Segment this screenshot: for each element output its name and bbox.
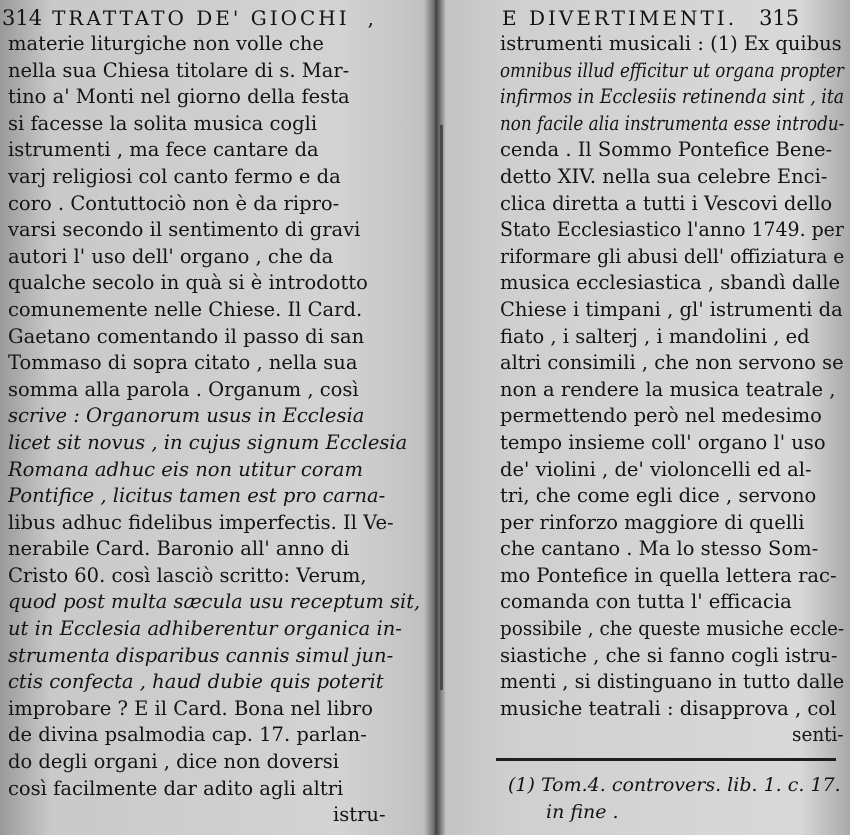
catchword: istru-	[333, 803, 386, 827]
text-line: detto XIV. nella sua celebre Enci-	[500, 164, 828, 188]
text-line: do degli organi , dice non doversi	[8, 750, 339, 774]
text-line: comanda con tutta l' efficacia	[500, 590, 792, 614]
text-line: Chiese i timpani , gl' istrumenti da	[500, 297, 843, 321]
text-line: qualche secolo in quà si è introdotto	[8, 271, 368, 295]
text-line: Pontifice , licitus tamen est pro carna-	[8, 484, 386, 508]
right-page-text	[500, 31, 850, 749]
text-line: altri consimili , che non servono se	[500, 351, 844, 375]
text-line: Cristo 60. così lasciò scritto: Verum,	[8, 563, 367, 587]
text-line: tempo insieme coll' organo l' uso	[500, 430, 826, 454]
text-line: riformare gli abusi dell' offiziatura e	[500, 244, 845, 268]
catchword: senti-	[792, 723, 844, 747]
text-line: Stato Ecclesiastico l'anno 1749. per	[500, 218, 844, 242]
text-line: permettendo però nel medesimo	[500, 404, 822, 428]
left-page-text	[8, 31, 423, 829]
text-line: coro . Contuttociò non è da ripro-	[8, 191, 340, 215]
left-running-punct: ,	[367, 6, 378, 30]
text-line: somma alla parola . Organum , così	[8, 377, 359, 401]
footnote-line: in fine .	[546, 800, 619, 823]
text-line: Tommaso di sopra citato , nella sua	[8, 351, 358, 375]
text-line: varsi secondo il sentimento di gravi	[8, 218, 361, 242]
text-line: fiato , i salterj , i mandolini , ed	[500, 324, 810, 348]
text-line: omnibus illud efficitur ut organa propter	[500, 58, 844, 82]
text-line: Romana adhuc eis non utitur coram	[8, 457, 363, 481]
text-line: tino a' Monti nel giorno della festa	[8, 85, 350, 109]
text-line: musica ecclesiastica , sbandì dalle	[500, 271, 841, 295]
text-line: menti , si distinguano in tutto dalle	[500, 670, 845, 694]
text-line: quod post multa sæcula usu receptum sit,	[8, 590, 421, 614]
footnote-line: (1) Tom.4. controvers. lib. 1. c. 17.	[508, 774, 841, 796]
left-running-head	[2, 6, 377, 32]
text-line: varj religiosi col canto fermo e da	[8, 164, 341, 188]
text-line: licet sit novus , in cujus signum Ecclesia	[8, 430, 408, 454]
text-line: nerabile Card. Baronio all' anno di	[8, 537, 350, 561]
text-line: istrumenti , ma fece cantare da	[8, 138, 319, 162]
text-line: mo Pontefice in quella lettera rac-	[500, 563, 837, 587]
text-line: non a rendere la musica teatrale ,	[500, 377, 836, 401]
right-page	[438, 0, 850, 835]
text-line: istrumenti musicali : (1) Ex quibus	[500, 32, 842, 55]
text-line: libus adhuc fidelibus imperfectis. Il Ve-	[8, 510, 394, 534]
text-line: per rinforzo maggiore di quelli	[500, 510, 805, 534]
left-running-title: TRATTATO DE' GIOCHI	[52, 6, 350, 30]
right-running-title: E DIVERTIMENTI.	[502, 6, 738, 30]
right-page-number: 315	[759, 6, 800, 30]
text-line: si facesse la solita musica cogli	[8, 111, 318, 135]
text-line: ut in Ecclesia adhiberentur organica in-	[8, 617, 402, 641]
text-line: non facile alia instrumenta esse introdu-	[500, 111, 845, 135]
text-line: comunemente nelle Chiese. Il Card.	[8, 297, 363, 321]
text-line: nella sua Chiesa titolare di s. Mar-	[8, 58, 350, 82]
text-line: che cantano . Ma lo stesso Som-	[500, 537, 819, 561]
text-line: tri, che come egli dice , servono	[500, 484, 817, 508]
text-line: cenda . Il Sommo Pontefice Bene-	[500, 138, 833, 162]
text-line: infirmos in Ecclesiis retinenda sint , ita	[500, 85, 845, 109]
text-line: possibile , che queste musiche eccle-	[500, 617, 845, 641]
footnote-rule	[496, 758, 836, 761]
text-line: strumenta disparibus cannis simul jun-	[8, 643, 394, 667]
text-line: ctis confecta , haud dubie quis poterit	[8, 670, 384, 694]
text-line: Gaetano comentando il passo di san	[8, 324, 365, 348]
text-line: autori l' uso dell' organo , che da	[8, 244, 334, 268]
text-line: clica diretta a tutti i Vescovi dello	[500, 191, 833, 215]
text-line: musiche teatrali : disapprova , col	[500, 696, 837, 720]
text-line: de' violini , de' violoncelli ed al-	[500, 457, 812, 481]
right-running-head	[502, 6, 799, 32]
text-line: improbare ? E il Card. Bona nel libro	[8, 696, 373, 720]
text-line: così facilmente dar adito agli altri	[8, 776, 344, 800]
text-line: scrive : Organorum usus in Ecclesia	[8, 404, 365, 428]
footnote	[508, 772, 841, 825]
left-page-number: 314	[2, 6, 43, 30]
text-line: materie liturgiche non volle che	[8, 32, 324, 55]
text-line: de divina psalmodia cap. 17. parlan-	[8, 723, 367, 747]
text-line: siastiche , che si fanno cogli istru-	[500, 643, 838, 667]
